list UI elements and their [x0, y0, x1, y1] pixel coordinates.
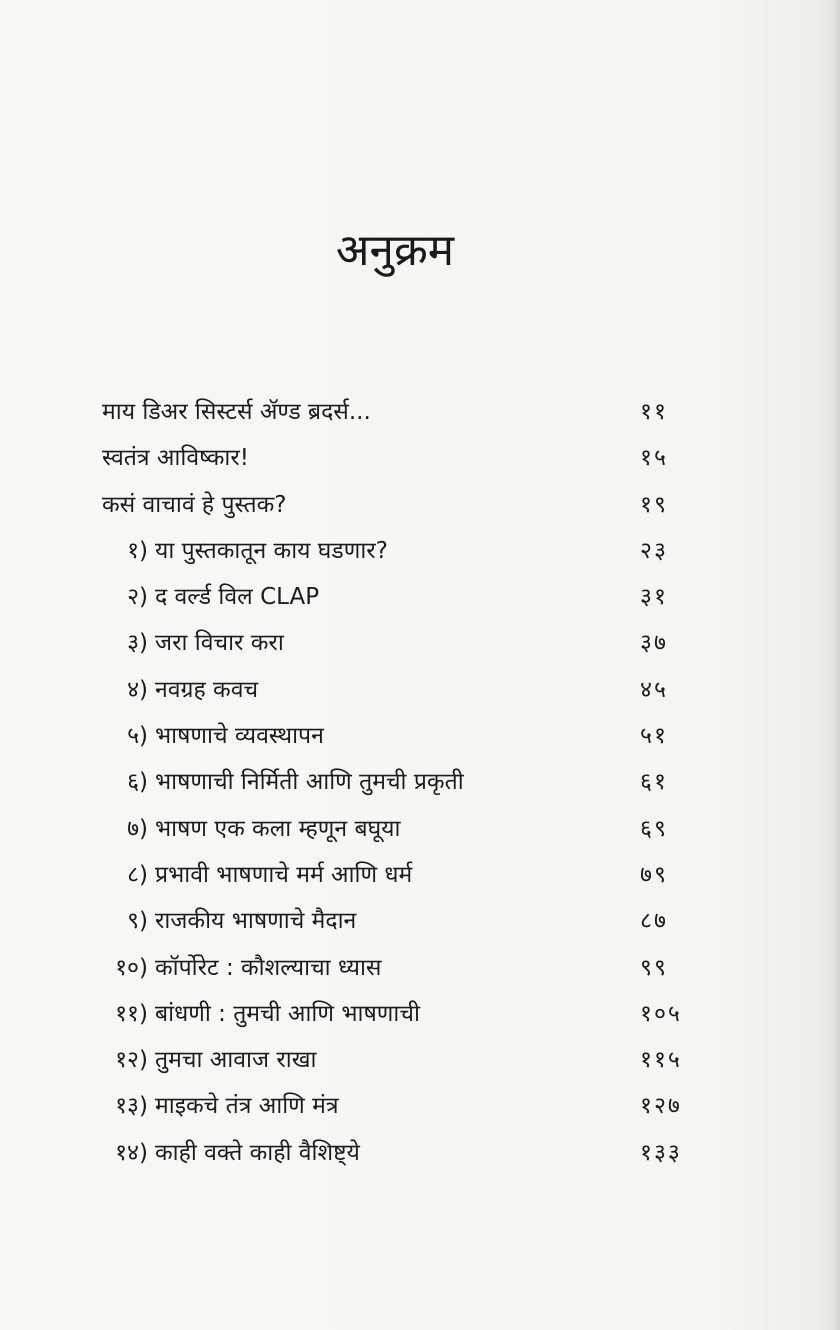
- toc-entry: [0, 1086, 840, 1132]
- toc-entry: [0, 1133, 840, 1179]
- page-number: १०५: [640, 1000, 682, 1027]
- chapter-title: जरा विचार करा: [155, 630, 284, 657]
- toc-entry: [0, 994, 840, 1040]
- chapter-number: १२): [115, 1047, 148, 1074]
- chapter-title: कॉर्पोरेट : कौशल्याचा ध्यास: [155, 954, 382, 981]
- page-title: अनुक्रम: [335, 225, 455, 276]
- page-number: ४५: [640, 676, 668, 703]
- chapter-title: माय डिअर सिस्टर्स ॲण्ड ब्रदर्स...: [102, 399, 371, 425]
- toc-entry: [0, 809, 840, 855]
- page-number: १९: [640, 491, 668, 518]
- chapter-number: ४): [127, 676, 148, 703]
- chapter-number: ११): [115, 1000, 148, 1027]
- toc-entry: [0, 948, 840, 994]
- page-number: ११५: [640, 1047, 682, 1074]
- toc-entry: [0, 855, 840, 901]
- chapter-title: राजकीय भाषणाचे मैदान: [155, 908, 357, 935]
- chapter-number: २): [127, 584, 148, 611]
- chapter-title: नवग्रह कवच: [155, 676, 259, 703]
- chapter-number: ५): [127, 723, 148, 750]
- chapter-title: भाषणाचे व्यवस्थापन: [155, 723, 324, 750]
- page-number: ७९: [640, 861, 668, 888]
- toc-entry: [0, 438, 840, 484]
- chapter-title: माइकचे तंत्र आणि मंत्र: [155, 1093, 339, 1120]
- page-number: ३७: [640, 630, 668, 657]
- toc-entry: [0, 716, 840, 762]
- chapter-number: १): [127, 537, 148, 564]
- toc-entry: [0, 901, 840, 947]
- page-number: ५१: [640, 723, 668, 750]
- toc-entry: [0, 670, 840, 716]
- chapter-number: ८): [127, 861, 148, 888]
- toc-entry: [0, 531, 840, 577]
- page-number: १२७: [640, 1093, 682, 1120]
- chapter-number: १३): [115, 1093, 148, 1120]
- chapter-number: ७): [127, 815, 148, 842]
- chapter-title: तुमचा आवाज राखा: [155, 1047, 317, 1074]
- chapter-number: ९): [127, 908, 148, 935]
- toc-entry: [0, 577, 840, 623]
- page-number: ११: [640, 399, 668, 425]
- toc-entry: [0, 392, 840, 438]
- page-number: ३१: [640, 584, 668, 611]
- chapter-title: भाषण एक कला म्हणून बघूया: [155, 815, 401, 842]
- chapter-title: या पुस्तकातून काय घडणार?: [155, 537, 388, 564]
- page-number: ६९: [640, 815, 668, 842]
- chapter-title: द वर्ल्ड विल CLAP: [155, 584, 320, 611]
- chapter-title: भाषणाची निर्मिती आणि तुमची प्रकृती: [155, 769, 464, 796]
- chapter-number: १४): [115, 1139, 148, 1166]
- chapter-title: बांधणी : तुमची आणि भाषणाची: [155, 1000, 420, 1027]
- page-number: २३: [640, 537, 668, 564]
- table-of-contents: [0, 392, 840, 1179]
- toc-entry: [0, 623, 840, 669]
- chapter-number: १०): [115, 954, 148, 981]
- toc-entry: [0, 762, 840, 808]
- toc-entry: [0, 1040, 840, 1086]
- chapter-title: प्रभावी भाषणाचे मर्म आणि धर्म: [155, 861, 413, 888]
- page-number: ८७: [640, 908, 668, 935]
- chapter-title: स्वतंत्र आविष्कार!: [102, 445, 250, 472]
- page-number: ६१: [640, 769, 668, 796]
- page-number: १५: [640, 445, 668, 472]
- chapter-title: कसं वाचावं हे पुस्तक?: [102, 491, 287, 518]
- page-number: १३३: [640, 1139, 682, 1166]
- chapter-title: काही वक्ते काही वैशिष्ट्ये: [155, 1139, 360, 1166]
- chapter-number: ६): [127, 769, 148, 796]
- page-number: ९९: [640, 954, 668, 981]
- toc-entry: [0, 485, 840, 531]
- chapter-number: ३): [127, 630, 148, 657]
